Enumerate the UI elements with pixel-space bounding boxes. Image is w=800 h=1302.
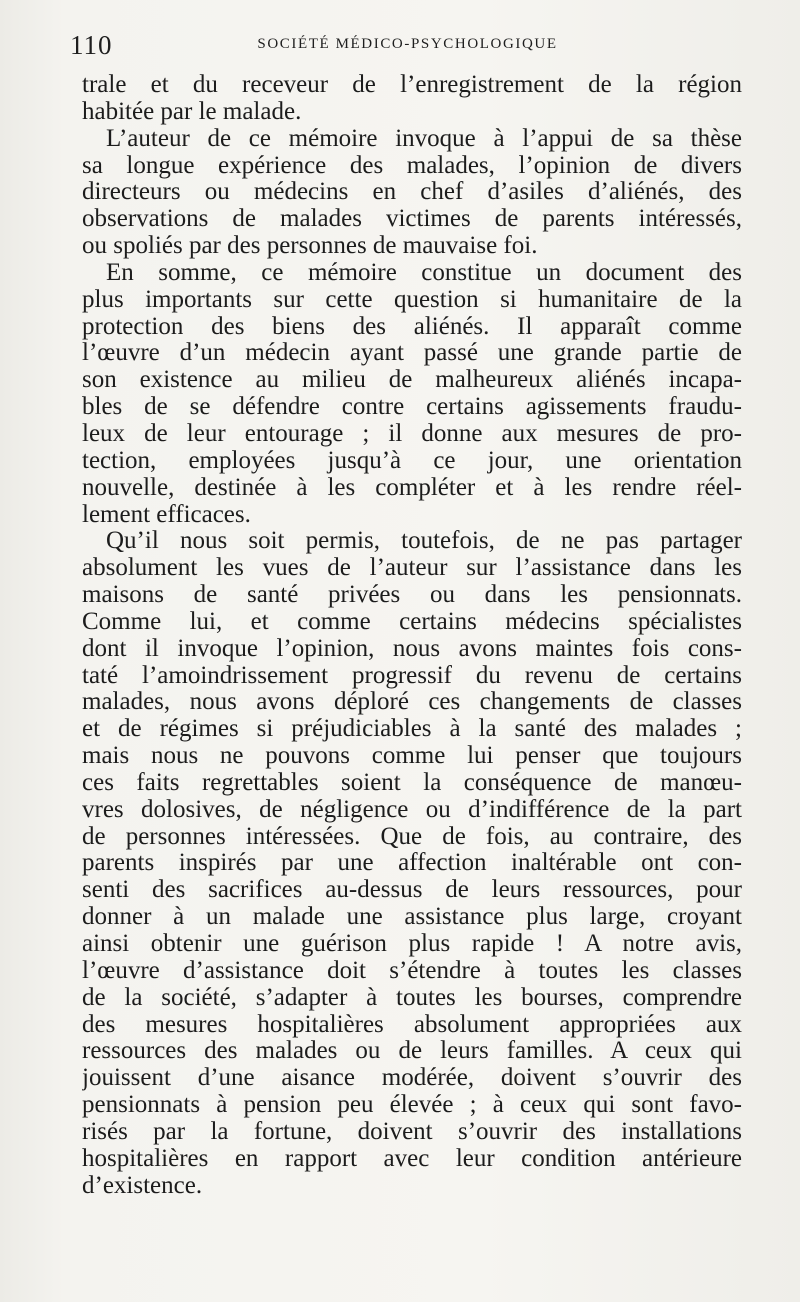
- page-number: 110: [70, 30, 113, 60]
- text-line: jouissent d’une aisance modérée, doivent s’ouvrir des: [82, 1065, 742, 1092]
- text-line: nouvelle, destinée à les compléter et à les rendre réel-: [82, 474, 742, 501]
- text-line: taté l’amoindrissement progressif du revenu de certains: [82, 662, 742, 689]
- text-line: ces faits regrettables soient la conséquence de manœu-: [82, 769, 742, 796]
- text-line: d’existence.: [82, 1172, 203, 1199]
- text-line: En somme, ce mémoire constitue un document des: [106, 259, 742, 286]
- text-line: sa longue expérience des malades, l’opinion de divers: [82, 152, 742, 179]
- text-line: habitée par le malade.: [82, 98, 302, 125]
- text-line: ressources des malades ou de leurs familles. A ceux qui: [82, 1038, 742, 1065]
- text-line: absolument les vues de l’auteur sur l’assistance dans les: [82, 555, 742, 582]
- text-line: protection des biens des aliénés. Il apparaît comme: [82, 313, 742, 340]
- text-line: dont il invoque l’opinion, nous avons maintes fois cons-: [82, 635, 742, 662]
- text-line: Qu’il nous soit permis, toutefois, de ne pas partager: [106, 528, 742, 555]
- text-line: mais nous ne pouvons comme lui penser que toujours: [82, 743, 742, 770]
- text-line: malades, nous avons déploré ces changements de classes: [82, 689, 742, 716]
- text-line: pensionnats à pension peu élevée ; à ceux qui sont favo-: [82, 1092, 742, 1119]
- body-text: [82, 72, 742, 1199]
- text-line: vres dolosives, de négligence ou d’indifférence de la part: [82, 796, 742, 823]
- text-line: plus importants sur cette question si humanitaire de la: [82, 286, 742, 313]
- text-line: risés par la fortune, doivent s’ouvrir des installations: [82, 1118, 742, 1145]
- running-head: SOCIÉTÉ MÉDICO-PSYCHOLOGIQUE: [257, 36, 558, 52]
- text-line: l’œuvre d’assistance doit s’étendre à toutes les classes: [82, 957, 742, 984]
- text-line: L’auteur de ce mémoire invoque à l’appui de sa thèse: [106, 125, 742, 152]
- text-line: bles de se défendre contre certains agissements fraudu-: [82, 394, 742, 421]
- text-line: senti des sacrifices au-dessus de leurs ressources, pour: [82, 877, 742, 904]
- text-line: donner à un malade une assistance plus large, croyant: [82, 904, 742, 931]
- text-line: Comme lui, et comme certains médecins spécialistes: [82, 608, 742, 635]
- text-line: de personnes intéressées. Que de fois, au contraire, des: [82, 823, 742, 850]
- text-line: ou spoliés par des personnes de mauvaise foi.: [82, 233, 538, 260]
- text-line: maisons de santé privées ou dans les pensionnats.: [82, 582, 742, 609]
- text-line: des mesures hospitalières absolument appropriées aux: [82, 1011, 742, 1038]
- text-line: leux de leur entourage ; il donne aux mesures de pro-: [82, 420, 742, 447]
- text-line: parents inspirés par une affection inaltérable ont con-: [82, 850, 742, 877]
- text-line: son existence au milieu de malheureux aliénés incapa-: [82, 367, 742, 394]
- text-line: hospitalières en rapport avec leur condition antérieure: [82, 1145, 742, 1172]
- text-line: de la société, s’adapter à toutes les bourses, comprendre: [82, 984, 742, 1011]
- text-line: l’œuvre d’un médecin ayant passé une grande partie de: [82, 340, 742, 367]
- text-line: observations de malades victimes de parents intéressés,: [82, 206, 742, 233]
- page-header: [70, 30, 745, 64]
- text-line: lement efficaces.: [82, 501, 251, 528]
- text-line: tection, employées jusqu’à ce jour, une orientation: [82, 447, 742, 474]
- text-line: ainsi obtenir une guérison plus rapide ! A notre avis,: [82, 931, 742, 957]
- text-line: et de régimes si préjudiciables à la santé des malades ;: [82, 716, 742, 743]
- text-line: directeurs ou médecins en chef d’asiles d’aliénés, des: [82, 179, 742, 206]
- text-line: trale et du receveur de l’enregistrement de la région: [82, 72, 742, 98]
